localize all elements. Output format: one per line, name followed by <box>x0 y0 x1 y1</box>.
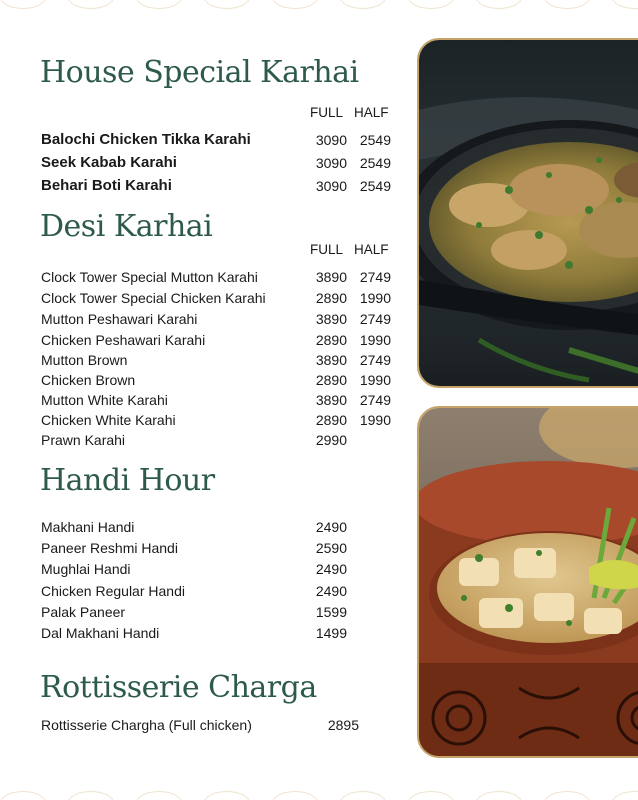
item-name: Behari Boti Karahi <box>41 177 172 194</box>
item-price: 2490 <box>315 583 347 599</box>
item-price: 1599 <box>315 604 347 620</box>
item-name: Mutton Brown <box>41 352 128 368</box>
item-price-half: 2749 <box>359 311 391 327</box>
bottom-ornament <box>0 790 638 800</box>
column-header-full: FULL <box>310 105 344 120</box>
item-price-full: 3890 <box>315 269 347 285</box>
item-price-full: 3890 <box>315 352 347 368</box>
item-price-full: 3090 <box>315 178 347 194</box>
item-price-half: 1990 <box>359 290 391 306</box>
item-price-half: 2549 <box>359 178 391 194</box>
item-name: Chicken White Karahi <box>41 412 176 428</box>
item-price-half: 1990 <box>359 372 391 388</box>
top-ornament <box>0 0 638 10</box>
item-price: 1499 <box>315 625 347 641</box>
item-name: Balochi Chicken Tikka Karahi <box>41 131 251 148</box>
item-price-half: 1990 <box>359 332 391 348</box>
item-name: Seek Kabab Karahi <box>41 154 177 171</box>
item-price-full: 2890 <box>315 412 347 428</box>
item-price-full: 3890 <box>315 311 347 327</box>
handi-photo <box>417 406 638 758</box>
item-name: Chicken Brown <box>41 372 136 388</box>
item-name: Mutton Peshawari Karahi <box>41 311 198 327</box>
item-price: 2895 <box>327 717 359 733</box>
item-price-full: 2890 <box>315 332 347 348</box>
item-price-half: 2749 <box>359 392 391 408</box>
item-name: Mutton White Karahi <box>41 392 168 408</box>
item-price-full: 3090 <box>315 132 347 148</box>
item-name: Rottisserie Chargha (Full chicken) <box>41 717 252 733</box>
item-name: Dal Makhani Handi <box>41 625 160 641</box>
section-title-rottisserie: Rottisserie Charga <box>40 670 317 705</box>
item-price-full: 3890 <box>315 392 347 408</box>
item-price: 2490 <box>315 519 347 535</box>
item-price: 2590 <box>315 540 347 556</box>
item-price-half: 2749 <box>359 352 391 368</box>
item-name: Paneer Reshmi Handi <box>41 540 178 556</box>
section-title-desi-karhai: Desi Karhai <box>40 209 213 244</box>
item-price-full: 3090 <box>315 155 347 171</box>
item-name: Chicken Regular Handi <box>41 583 185 599</box>
item-name: Clock Tower Special Chicken Karahi <box>41 290 266 306</box>
item-price-half: 1990 <box>359 412 391 428</box>
item-name: Chicken Peshawari Karahi <box>41 332 206 348</box>
section-title-handi-hour: Handi Hour <box>40 463 215 498</box>
item-price-half: 2549 <box>359 132 391 148</box>
item-price-half: 2749 <box>359 269 391 285</box>
karahi-photo <box>417 38 638 388</box>
item-price-half: 2549 <box>359 155 391 171</box>
column-header-half: HALF <box>354 105 389 120</box>
item-name: Prawn Karahi <box>41 432 126 448</box>
item-price-full: 2890 <box>315 372 347 388</box>
item-price: 2490 <box>315 561 347 577</box>
section-title-house-special: House Special Karhai <box>40 55 359 90</box>
item-name: Palak Paneer <box>41 604 126 620</box>
column-header-half: HALF <box>354 242 389 257</box>
item-name: Clock Tower Special Mutton Karahi <box>41 269 258 285</box>
column-header-full: FULL <box>310 242 344 257</box>
item-price-full: 2890 <box>315 290 347 306</box>
item-name: Mughlai Handi <box>41 561 131 577</box>
item-name: Makhani Handi <box>41 519 135 535</box>
item-price-full: 2990 <box>315 432 347 448</box>
